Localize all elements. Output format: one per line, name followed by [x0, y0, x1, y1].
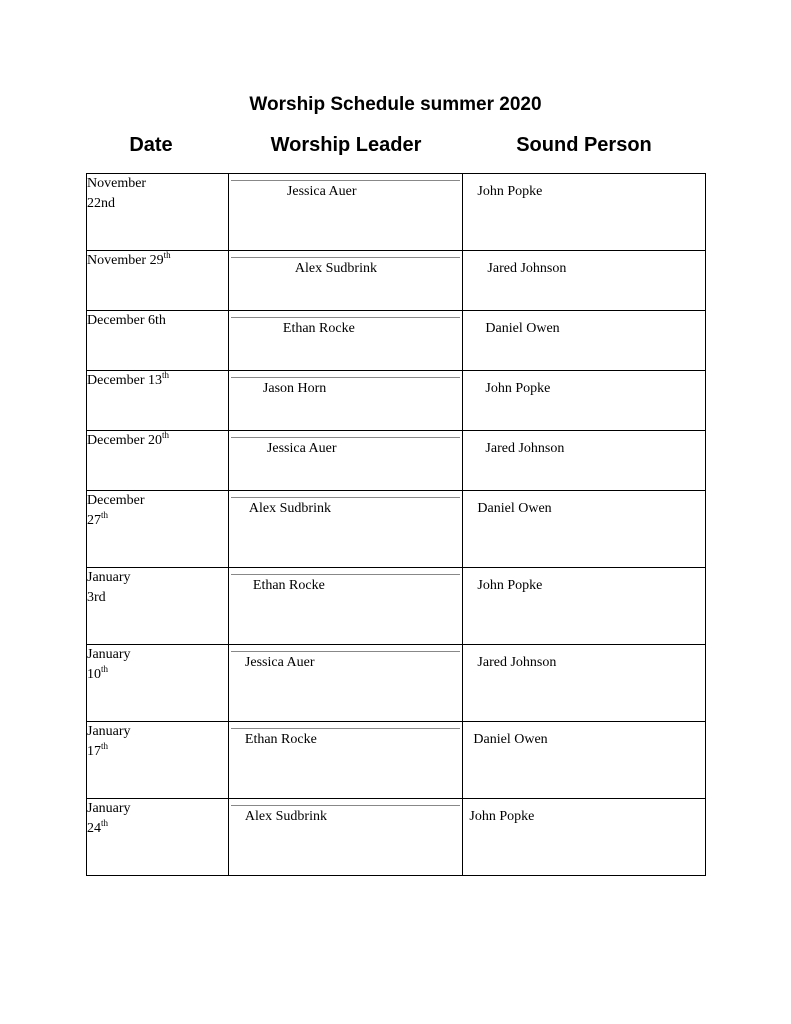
worship-leader-cell [228, 568, 463, 645]
worship-leader-name: Jessica Auer [266, 441, 337, 456]
sound-person-name: Jared Johnson [477, 655, 557, 670]
worship-leader-name: Jessica Auer [286, 184, 357, 199]
date-text-line2: 10 [87, 667, 101, 682]
page-title: Worship Schedule summer 2020 [249, 94, 542, 115]
date-text: December 13 [87, 373, 163, 388]
worship-leader-cell [228, 251, 463, 311]
date-text-line2: 24 [87, 821, 101, 836]
date-cell [87, 251, 229, 311]
date-suffix: th [101, 510, 109, 520]
sound-person-cell [463, 371, 706, 431]
table-row [87, 174, 706, 251]
date-text-line2: 27 [87, 513, 101, 528]
table-row [87, 645, 706, 722]
date-text: January [87, 570, 131, 585]
sound-person-cell [463, 722, 706, 799]
sound-person-cell [463, 491, 706, 568]
date-text: December 20 [87, 433, 163, 448]
table-row [87, 491, 706, 568]
worship-leader-cell [228, 645, 463, 722]
table-row [87, 371, 706, 431]
sound-person-cell [463, 799, 706, 876]
table-row [87, 799, 706, 876]
header-date: Date [129, 134, 173, 156]
worship-leader-name: Jessica Auer [244, 655, 315, 670]
sound-person-cell [463, 568, 706, 645]
header-worship-leader: Worship Leader [270, 134, 422, 156]
date-cell [87, 174, 229, 251]
worship-leader-name: Ethan Rocke [244, 732, 317, 747]
sound-person-cell [463, 251, 706, 311]
table-row [87, 568, 706, 645]
sound-person-cell [463, 311, 706, 371]
worship-leader-cell [228, 799, 463, 876]
date-suffix: th [162, 430, 170, 440]
date-cell [87, 722, 229, 799]
date-cell [87, 431, 229, 491]
worship-leader-name: Alex Sudbrink [248, 501, 331, 516]
worship-leader-cell [228, 722, 463, 799]
sound-person-name: John Popke [485, 381, 551, 396]
date-text-line2: 17 [87, 744, 101, 759]
sound-person-cell [463, 431, 706, 491]
date-text: January [87, 801, 131, 816]
date-suffix: th [163, 250, 171, 260]
date-suffix: th [101, 741, 109, 751]
schedule-body [87, 174, 706, 876]
date-cell [87, 311, 229, 371]
sound-person-name: Daniel Owen [485, 321, 560, 336]
date-cell [87, 568, 229, 645]
worship-leader-name: Alex Sudbrink [294, 261, 377, 276]
worship-leader-name: Ethan Rocke [252, 578, 325, 593]
header-sound-person: Sound Person [516, 134, 652, 156]
date-text: January [87, 647, 131, 662]
sound-person-name: John Popke [477, 184, 543, 199]
sound-person-cell [463, 645, 706, 722]
date-text-line2: 3rd [87, 590, 106, 605]
table-row [87, 251, 706, 311]
date-text-line2: 22nd [87, 196, 115, 211]
date-suffix: th [101, 818, 109, 828]
worship-leader-cell [228, 431, 463, 491]
table-row [87, 431, 706, 491]
date-text: December [87, 493, 145, 508]
schedule-table [86, 173, 706, 876]
date-text: December 6th [87, 313, 166, 328]
worship-leader-name: Jason Horn [262, 381, 327, 396]
sound-person-name: Daniel Owen [477, 501, 552, 516]
table-row [87, 722, 706, 799]
date-suffix: th [162, 370, 170, 380]
sound-person-name: Daniel Owen [473, 732, 548, 747]
worship-leader-name: Alex Sudbrink [244, 809, 327, 824]
sound-person-name: Jared Johnson [485, 441, 565, 456]
date-suffix: th [101, 664, 109, 674]
sound-person-name: John Popke [477, 578, 543, 593]
sound-person-name: John Popke [469, 809, 535, 824]
worship-leader-name: Ethan Rocke [282, 321, 355, 336]
sound-person-cell [463, 174, 706, 251]
date-cell [87, 491, 229, 568]
date-cell [87, 371, 229, 431]
date-text: January [87, 724, 131, 739]
sound-person-name: Jared Johnson [487, 261, 567, 276]
table-row [87, 311, 706, 371]
date-cell [87, 645, 229, 722]
date-text: November [87, 176, 147, 191]
worship-leader-cell [228, 174, 463, 251]
worship-leader-cell [228, 491, 463, 568]
date-cell [87, 799, 229, 876]
date-text: November 29 [87, 253, 164, 268]
worship-leader-cell [228, 371, 463, 431]
worship-leader-cell [228, 311, 463, 371]
